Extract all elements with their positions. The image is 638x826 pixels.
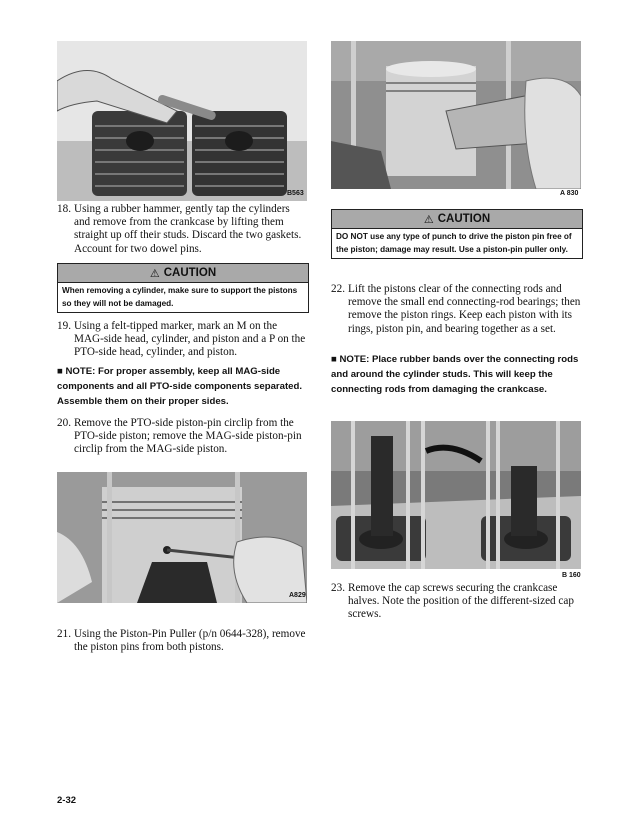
photo-cylinders xyxy=(57,41,307,201)
note-rubber-bands xyxy=(331,352,581,398)
photo-piston-pin-puller xyxy=(331,41,581,189)
caution-text: When removing a cylinder, make sure to support the pistons so they will not be damaged. xyxy=(62,286,298,308)
figure-label-b160: B 160 xyxy=(562,572,581,579)
note-assembly xyxy=(57,364,307,410)
step-19-text: Using a felt-tipped marker, mark an M on the MAG-side head, cylinder, and piston and a P on the PTO-side head, cylinder, and piston. xyxy=(74,320,306,359)
caution-text: DO NOT use any type of punch to drive the piston pin free of the piston; damage may result. Use a piston-pin puller only. xyxy=(336,232,572,254)
caution-title: CAUTION xyxy=(163,267,217,279)
step-20 xyxy=(57,417,307,457)
step-22-text: Lift the pistons clear of the connecting rods and remove the small end connecting-rod bearings; then remove the piston rings. Keep each piston with its rings, piston pin, and bearing together as a set. xyxy=(348,283,581,335)
caution-title: CAUTION xyxy=(437,213,491,225)
figure-label-a830: A 830 xyxy=(560,190,579,197)
page-number: 2-32 xyxy=(57,795,77,806)
step-21-text: Using the Piston-Pin Puller (p/n 0644-328), remove the piston pins from both pistons. xyxy=(74,628,306,654)
step-23-number: 23. xyxy=(331,582,345,594)
step-22-number: 22. xyxy=(331,283,345,295)
caution-header xyxy=(332,210,582,229)
figure-label-a829: A829 xyxy=(289,592,306,599)
warning-icon: ⚠ xyxy=(149,267,160,280)
step-23 xyxy=(331,582,581,622)
step-20-text: Remove the PTO-side piston-pin circlip from the PTO-side piston; remove the MAG-side piston-pin circlip from the MAG-side piston. xyxy=(74,417,302,456)
warning-icon: ⚠ xyxy=(423,213,434,226)
step-23-text: Remove the cap screws securing the crankcase halves. Note the position of the different-sized cap screws. xyxy=(348,582,574,621)
note-rubber-bands-text: NOTE: Place rubber bands over the connecting rods and around the cylinder studs. This will keep the connecting rods from damaging the crankcase. xyxy=(331,354,579,396)
step-22 xyxy=(331,283,581,336)
step-18-number: 18. xyxy=(57,203,71,215)
note-bullet-icon: ■ xyxy=(57,366,63,377)
caution-header xyxy=(58,264,308,283)
figure-label-b563: B563 xyxy=(287,190,304,197)
step-19-number: 19. xyxy=(57,320,71,332)
photo-crankcase xyxy=(331,421,581,569)
step-18-text: Using a rubber hammer, gently tap the cylinders and remove from the crankcase by lifting them straight up off their studs. Discard the two gaskets. Account for two dowel pins. xyxy=(74,203,302,255)
caution-box-left xyxy=(57,263,309,313)
photo-piston-circlip xyxy=(57,472,307,603)
step-21 xyxy=(57,628,307,654)
step-18 xyxy=(57,203,307,256)
step-21-number: 21. xyxy=(57,628,71,640)
step-20-number: 20. xyxy=(57,417,71,429)
note-bullet-icon: ■ xyxy=(331,354,337,365)
note-assembly-text: NOTE: For proper assembly, keep all MAG-side components and all PTO-side components separated. Assemble them on their proper sides. xyxy=(57,366,303,408)
caution-box-right xyxy=(331,209,583,259)
step-19 xyxy=(57,320,307,360)
